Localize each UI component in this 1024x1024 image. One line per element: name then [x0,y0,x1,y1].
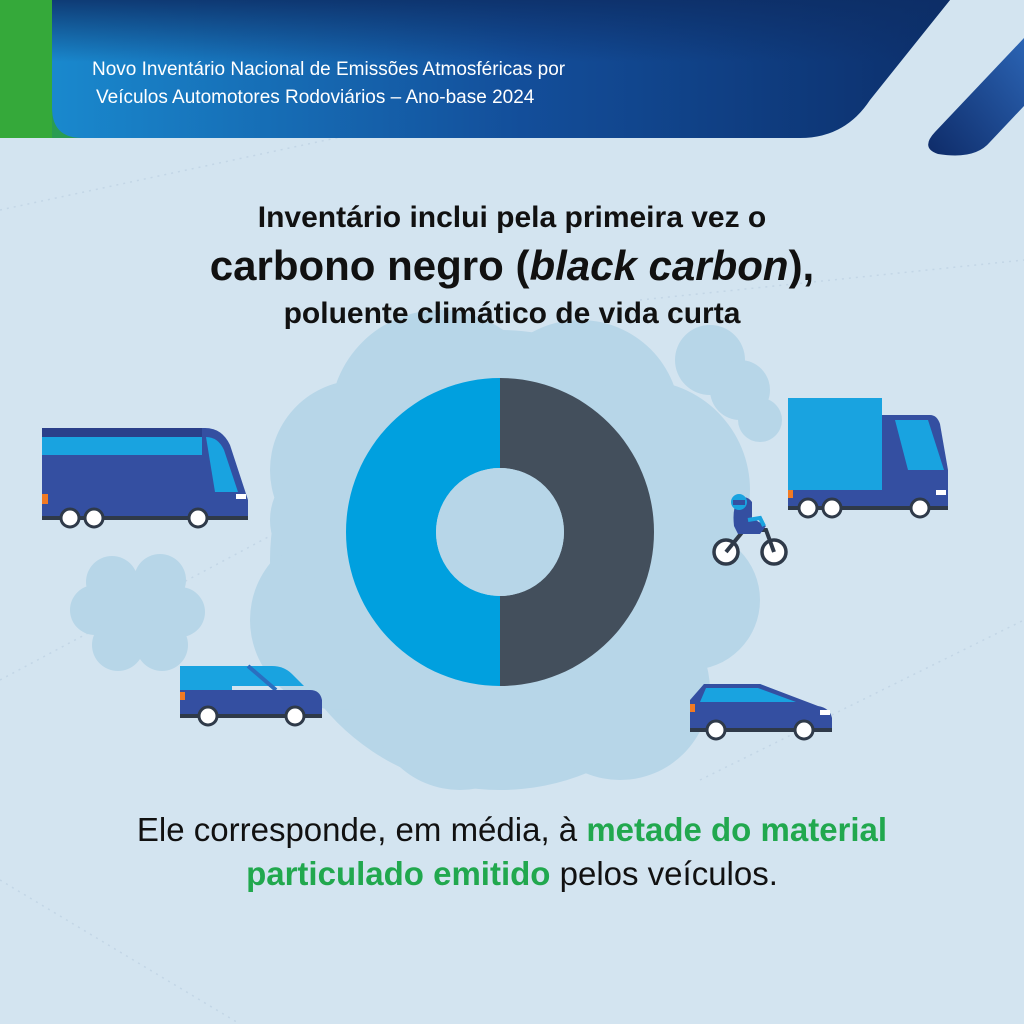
donut-chart [346,378,654,686]
headline-end: ), [788,242,815,289]
van-icon [690,684,832,739]
footer-part2: pelos veículos. [550,855,778,892]
headline-italic: black carbon [529,242,789,289]
headline-main: carbono negro ( [209,242,530,289]
header-title [92,56,565,112]
footer-highlight2: particulado emitido [246,855,551,892]
truck-icon [788,398,948,517]
headline-line1: Inventário inclui pela primeira vez o [257,201,767,234]
footer-text [0,808,1024,896]
bus-icon [42,428,248,527]
decorative-pill [928,0,1024,156]
header-title-line2: Veículos Automotores Rodoviários – Ano-base 2024 [96,87,535,108]
footer-highlight1: metade do material [586,811,888,848]
headline [0,196,1024,336]
footer-part1: Ele corresponde, em média, à [136,811,587,848]
headline-line3: poluente climático de vida curta [283,297,741,330]
header-title-line1: Novo Inventário Nacional de Emissões Atmosféricas por [92,59,566,80]
cloud-icon [70,554,205,671]
headline-line2 [0,240,1024,292]
donut-hole [436,468,564,596]
